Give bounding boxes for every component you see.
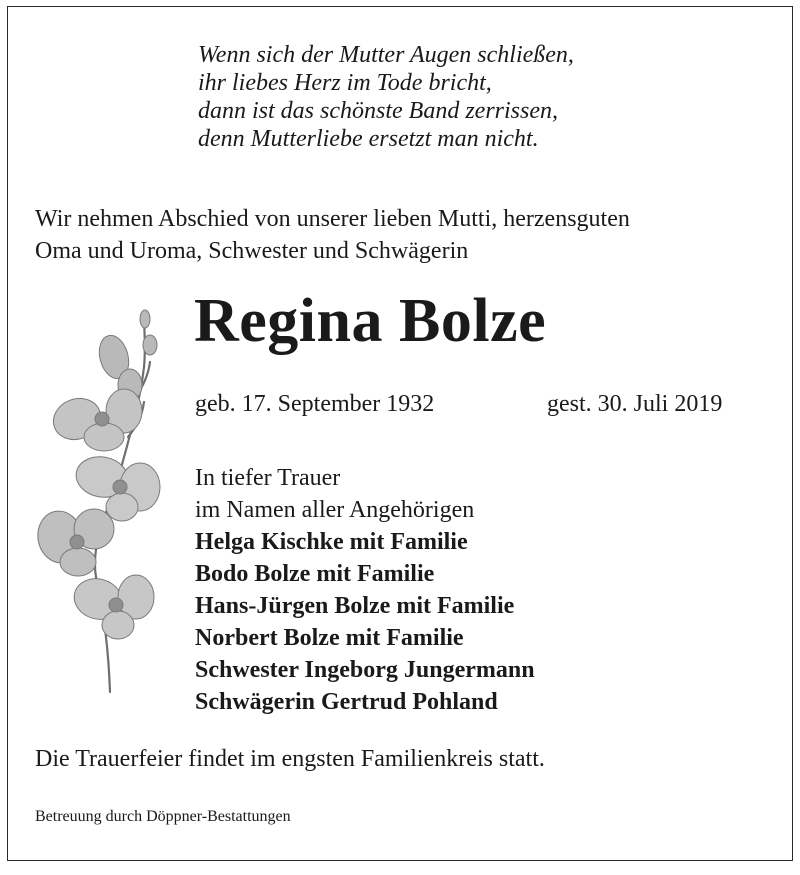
deceased-name: Regina Bolze <box>194 287 547 355</box>
intro-line: Oma und Uroma, Schwester und Schwägerin <box>35 238 469 264</box>
family-member: Hans-Jürgen Bolze mit Familie <box>195 593 515 619</box>
family-member: Bodo Bolze mit Familie <box>195 561 435 587</box>
obituary-notice <box>7 6 793 861</box>
family-member: Schwägerin Gertrud Pohland <box>195 689 498 715</box>
family-member: Helga Kischke mit Familie <box>195 529 468 555</box>
mourning-line: im Namen aller Angehörigen <box>195 497 475 523</box>
intro-line: Wir nehmen Abschied von unserer lieben Mutti, herzensguten <box>35 206 630 232</box>
family-member: Schwester Ingeborg Jungermann <box>195 657 535 683</box>
poem-line: dann ist das schönste Band zerrissen, <box>198 98 558 124</box>
poem-line: Wenn sich der Mutter Augen schließen, <box>198 42 574 68</box>
poem-line: ihr liebes Herz im Tode bricht, <box>198 70 492 96</box>
poem-line: denn Mutterliebe ersetzt man nicht. <box>198 126 539 152</box>
ceremony-note: Die Trauerfeier findet im engsten Familienkreis statt. <box>35 746 545 772</box>
death-date: gest. 30. Juli 2019 <box>547 391 723 417</box>
farewell-intro <box>35 203 630 267</box>
orchid-flower <box>34 508 114 576</box>
undertaker-credit: Betreuung durch Döppner-Bestattungen <box>35 808 291 825</box>
birth-date: geb. 17. September 1932 <box>195 391 435 417</box>
memorial-poem <box>198 41 574 153</box>
orchid-branch-icon <box>32 307 172 697</box>
family-member: Norbert Bolze mit Familie <box>195 625 464 651</box>
orchid-flower <box>70 573 154 639</box>
mourning-line: In tiefer Trauer <box>195 465 341 491</box>
mourners-list <box>195 462 535 718</box>
